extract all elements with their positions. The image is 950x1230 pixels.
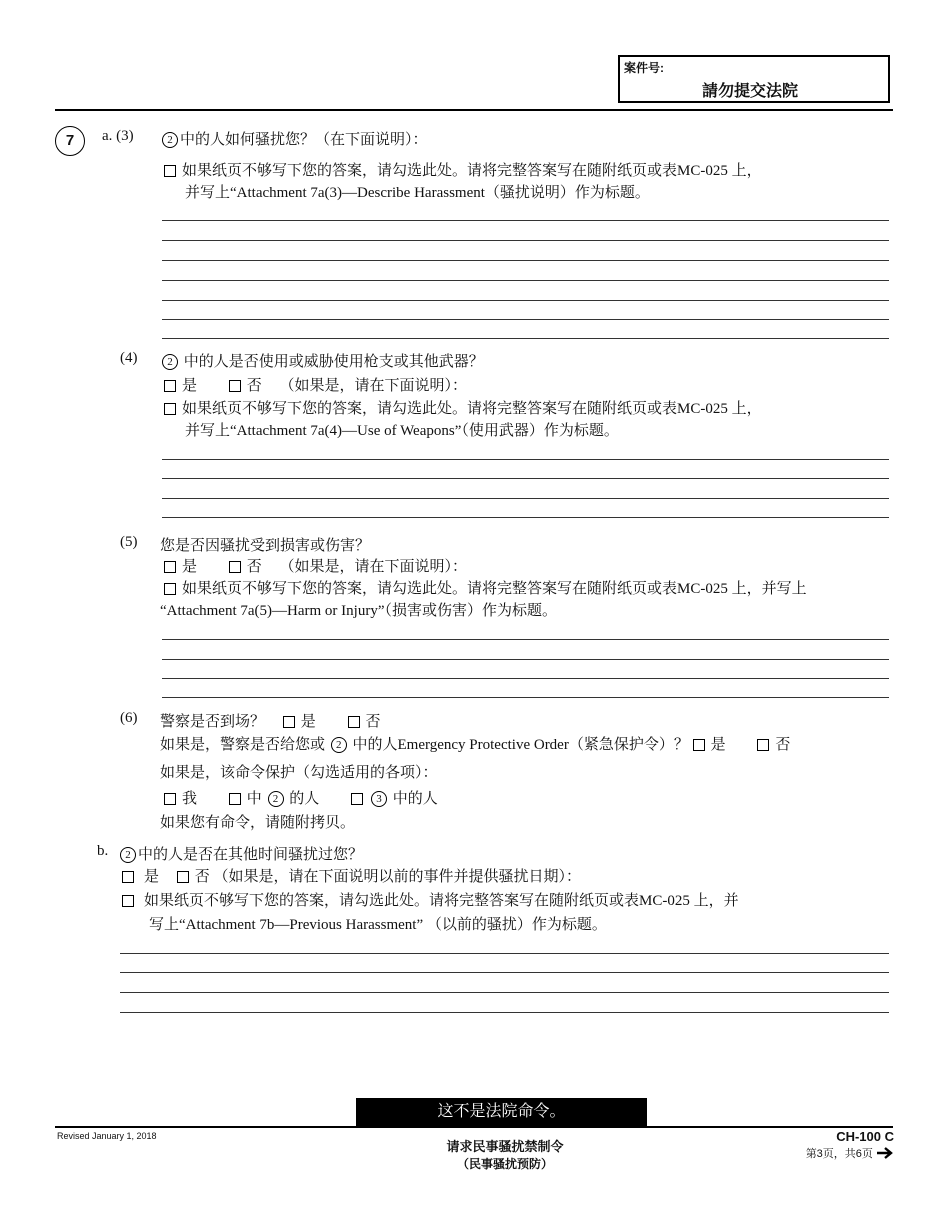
a5-attach-text-1: 如果纸页不够写下您的答案，请勾选此处。请将完整答案写在随附纸页或表MC-025 上，并写上 xyxy=(182,581,807,597)
b-question-text: 中的人是否在其他时间骚扰过您？ xyxy=(138,847,364,863)
circled-3-icon: 3 xyxy=(371,791,387,807)
next-page-arrow-icon[interactable] xyxy=(876,1147,894,1162)
a4-yes-no-row xyxy=(164,374,467,395)
a6-opt-person2-prefix: 中 xyxy=(246,791,262,807)
a6-epo-row xyxy=(160,733,790,754)
a6-epo-yes-label: 是 xyxy=(710,737,726,753)
a3-answer-line[interactable] xyxy=(162,220,889,221)
item-b-label: b. xyxy=(97,843,109,859)
a6-opt-me-label: 我 xyxy=(182,791,198,807)
a5-answer-line[interactable] xyxy=(162,659,889,660)
a4-attach-text-2: 并写上“Attachment 7a(4)—Use of Weapons”（使用武器）作为标题。 xyxy=(185,423,619,439)
revised-date: Revised January 1, 2018 xyxy=(57,1131,157,1141)
a6-protects-options xyxy=(164,787,438,808)
a5-if-yes-text: （如果是，请在下面说明）： xyxy=(279,559,468,575)
court-note: 請勿提交法院 xyxy=(702,83,799,100)
form-title: 请求民事骚扰禁制令 xyxy=(446,1139,564,1154)
a6-opt-person3-suffix: 中的人 xyxy=(392,791,438,807)
a6-yes-checkbox[interactable] xyxy=(283,716,295,728)
a5-attach-checkbox[interactable] xyxy=(164,583,176,595)
a3-answer-line[interactable] xyxy=(162,300,889,301)
page-info: 第3页，共6页 xyxy=(805,1148,873,1160)
a3-answer-line[interactable] xyxy=(162,280,889,281)
b-yes-checkbox[interactable] xyxy=(122,871,134,883)
a4-answer-line[interactable] xyxy=(162,498,889,499)
page-info-row xyxy=(760,1145,894,1162)
a6-opt-person2-suffix: 的人 xyxy=(289,791,320,807)
header-rule xyxy=(55,109,893,111)
case-number-box[interactable] xyxy=(618,55,890,103)
b-attach-text-2: 写上“Attachment 7b—Previous Harassment” （以前的骚扰）作为标题。 xyxy=(149,917,607,933)
item-a6-label: (6) xyxy=(120,710,138,726)
a6-epo-no-checkbox[interactable] xyxy=(757,739,769,751)
a5-attach-text-2: “Attachment 7a(5)—Harm or Injury”（损害或伤害）作为标题。 xyxy=(160,603,557,619)
circled-2-icon: 2 xyxy=(120,847,136,863)
a3-answer-line[interactable] xyxy=(162,319,889,320)
a5-yes-label: 是 xyxy=(182,559,198,575)
a3-answer-line[interactable] xyxy=(162,260,889,261)
a4-no-label: 否 xyxy=(246,378,262,394)
b-if-yes-text: （如果是，请在下面说明以前的事件并提供骚扰日期）： xyxy=(213,869,582,885)
a3-attach-text-2: 并写上“Attachment 7a(3)—Describe Harassment（骚扰说明）作为标题。 xyxy=(185,185,650,201)
a3-answer-line[interactable] xyxy=(162,338,889,339)
b-no-label: 否 xyxy=(194,869,210,885)
a6-opt-person3-checkbox[interactable] xyxy=(351,793,363,805)
case-number-label: 案件号: xyxy=(624,61,664,75)
a4-answer-line[interactable] xyxy=(162,517,889,518)
a6-opt-person2-checkbox[interactable] xyxy=(229,793,241,805)
a5-answer-line[interactable] xyxy=(162,697,889,698)
a3-attach-checkbox[interactable] xyxy=(164,165,176,177)
section-number-7: 7 xyxy=(55,126,85,156)
b-yes-label: 是 xyxy=(144,869,160,885)
a4-question-text: 中的人是否使用或威胁使用枪支或其他武器？ xyxy=(183,354,484,370)
a4-attach-row xyxy=(164,397,762,418)
footer-rule xyxy=(55,1126,893,1128)
item-a5-label: (5) xyxy=(120,534,138,550)
a6-protects-question: 如果是，该命令保护（勾选适用的各项）： xyxy=(160,765,438,781)
circled-2-icon: 2 xyxy=(268,791,284,807)
a6-epo-no-label: 否 xyxy=(775,737,791,753)
a6-epo-prefix: 如果是，警察是否给您或 xyxy=(160,737,326,753)
a4-answer-line[interactable] xyxy=(162,478,889,479)
circled-2-icon: 2 xyxy=(331,737,347,753)
b-answer-line[interactable] xyxy=(120,992,889,993)
a4-attach-text-1: 如果纸页不够写下您的答案，请勾选此处。请将完整答案写在随附纸页或表MC-025 上， xyxy=(182,401,762,417)
a6-opt-me-checkbox[interactable] xyxy=(164,793,176,805)
a6-epo-yes-checkbox[interactable] xyxy=(693,739,705,751)
b-attach-checkbox[interactable] xyxy=(122,895,134,907)
form-number: CH-100 C xyxy=(836,1129,894,1144)
b-answer-line[interactable] xyxy=(120,953,889,954)
a6-no-checkbox[interactable] xyxy=(348,716,360,728)
a3-attach-text-1: 如果纸页不够写下您的答案，请勾选此处。请将完整答案写在随附纸页或表MC-025 上， xyxy=(182,163,762,179)
a4-answer-line[interactable] xyxy=(162,459,889,460)
a5-answer-line[interactable] xyxy=(162,639,889,640)
b-yes-no-row xyxy=(122,865,581,886)
a5-no-label: 否 xyxy=(246,559,262,575)
a6-attach-copy: 如果您有命令，请随附拷贝。 xyxy=(160,815,356,831)
a5-yes-checkbox[interactable] xyxy=(164,561,176,573)
a4-yes-checkbox[interactable] xyxy=(164,380,176,392)
a3-attach-row xyxy=(164,159,762,180)
a6-question-text: 警察是否到场？ xyxy=(160,714,266,730)
not-court-order-banner: 这不是法院命令。 xyxy=(356,1098,647,1126)
circled-2-icon: 2 xyxy=(162,132,178,148)
a3-question-text: 中的人如何骚扰您？（在下面说明）： xyxy=(180,132,428,148)
b-attach-text-1: 如果纸页不够写下您的答案，请勾选此处。请将完整答案写在随附纸页或表MC-025 上，并 xyxy=(144,893,739,909)
a3-answer-line[interactable] xyxy=(162,240,889,241)
item-a5-question: 您是否因骚扰受到损害或伤害？ xyxy=(160,538,371,554)
a5-attach-row xyxy=(164,577,807,598)
circled-2-icon: 2 xyxy=(162,354,178,370)
a4-attach-checkbox[interactable] xyxy=(164,403,176,415)
a6-police-row xyxy=(160,710,381,731)
item-b-question xyxy=(118,843,363,864)
a5-no-checkbox[interactable] xyxy=(229,561,241,573)
item-a3-question xyxy=(160,128,428,149)
b-attach-row xyxy=(122,889,739,910)
a5-yes-no-row xyxy=(164,555,467,576)
a5-answer-line[interactable] xyxy=(162,678,889,679)
b-no-checkbox[interactable] xyxy=(177,871,189,883)
b-answer-line[interactable] xyxy=(120,1012,889,1013)
item-a4-question xyxy=(160,350,484,371)
a4-no-checkbox[interactable] xyxy=(229,380,241,392)
a4-yes-label: 是 xyxy=(182,378,198,394)
item-a4-label: (4) xyxy=(120,350,138,366)
a6-epo-suffix: 中的人Emergency Protective Order（紧急保护令）？ xyxy=(352,737,689,753)
form-subtitle: （民事骚扰预防） xyxy=(456,1157,553,1171)
item-a3-label: a. (3) xyxy=(102,128,134,144)
b-answer-line[interactable] xyxy=(120,972,889,973)
a4-if-yes-text: （如果是，请在下面说明）： xyxy=(279,378,468,394)
a6-yes-label: 是 xyxy=(300,714,316,730)
a6-no-label: 否 xyxy=(365,714,381,730)
